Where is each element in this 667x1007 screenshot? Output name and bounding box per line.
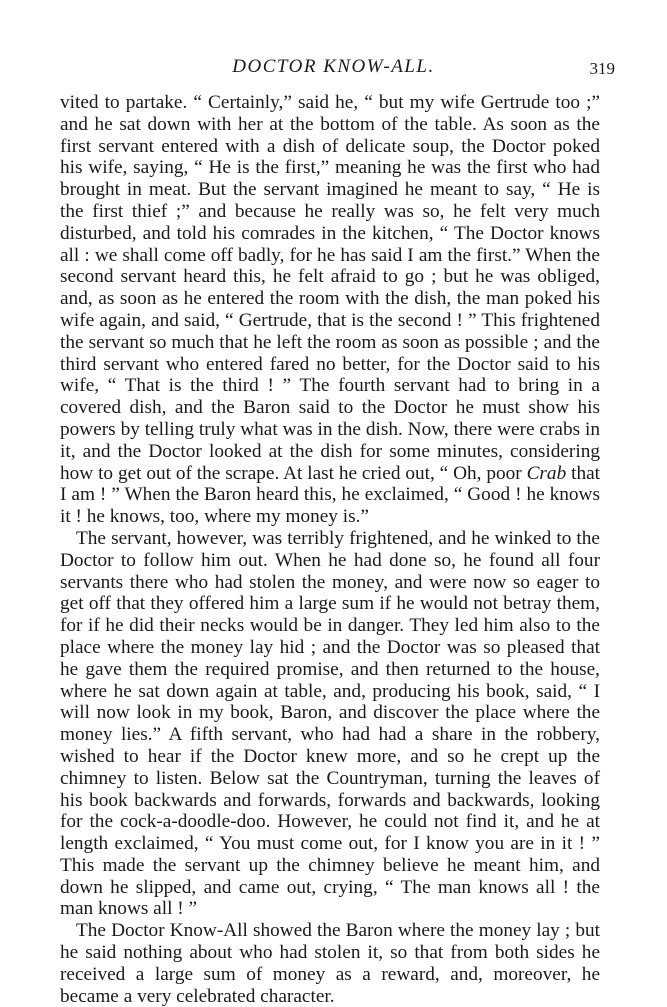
paragraph-text: vited to partake. “ Certainly,” said he, “ but my wife Gertrude too ;” and he sat down with her at the bottom of the table. As soon as the first servant entered with a dish of delicate soup, the Doctor poked his wife, saying, “ He is the first,” meaning he was the first who had brought in meat. But the servant imagined he meant to say, “ He is the first thief ;” and because he really was so, he felt very much disturbed, and told his comrades in the kitchen, “ The Doctor knows all : we shall come off badly, for he has said I am the first.” When the second servant heard this, he felt afraid to go ; but he was obliged, and, as soon as he entered the room with the dish, the man poked his wife again, and said, “ Gertrude, that is the second ! ” This frightened the servant so much that he left the room as soon as possible ; and the third servant who entered fared no better, for the Doctor said to his wife, “ That is the third ! ” The fourth servant had to bring in a covered dish, and the Baron said to the Doctor he must show his powers by telling truly what was in the dish. Now, there were crabs in it, and the Doctor looked at the dish for some minutes, considering how to get out of the scrape. At last he cried out, “ Oh, poor	[60, 92, 600, 484]
paragraph: The servant, however, was terribly frightened, and he winked to the Doctor to follow him out. When he had done so, he found all four servants there who had stolen the money, and were now so eager to get off that they offered him a large sum if he would not betray them, for if he did their necks would be in danger. They led him also to the place where the money lay hid ; and the Doctor was so pleased that he gave them the required promise, and then returned to the house, where he sat down again at table, and, producing his book, said, “ I will now look in my book, Baron, and discover the place where the money lies.” A fifth servant, who had had a share in the robbery, wished to hear if the Doctor knew more, and so he crept up the chimney to listen. Below sat the Countryman, turning the leaves of his book backwards and forwards, forwards and backwards, looking for the cock-a-doodle-doo. However, he could not find it, and he at length exclaimed, “ You must come out, for I know you are in it ! ” This made the servant up the chimney believe he meant him, and down he slipped, and came out, crying, “ The man knows all ! the man knows all ! ”	[60, 527, 600, 920]
body-text	[60, 92, 600, 1007]
paragraph-text: that I am ! ” When the Baron heard this, he exclaimed, “ Good ! he knows it ! he knows, too, where my money is.”	[60, 462, 600, 528]
running-title: DOCTOR KNOW-ALL.	[232, 56, 435, 77]
paragraph: The Doctor Know-All showed the Baron where the money lay ; but he said nothing about who had stolen it, so that from both sides he received a large sum of money as a reward, and, moreover, he became a very celebrated character.	[60, 920, 600, 1007]
paragraph-continued	[60, 92, 600, 528]
page-number: 319	[589, 59, 615, 78]
italic-word: Crab	[526, 462, 567, 484]
